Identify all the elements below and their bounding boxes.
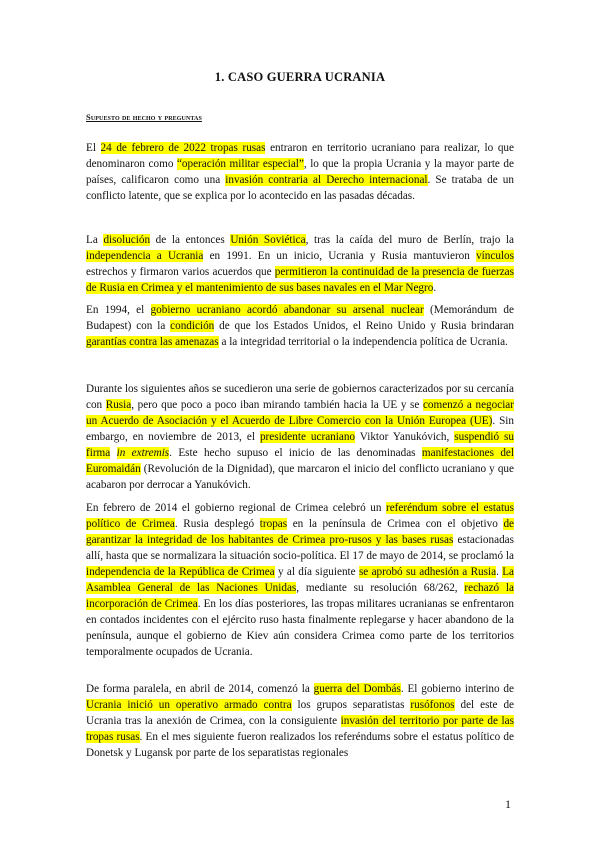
highlighted-text: presidente ucraniano bbox=[259, 431, 356, 443]
text-run: estrechos y firmaron varios acuerdos que bbox=[86, 266, 275, 278]
highlighted-text: rusófonos bbox=[410, 699, 455, 711]
highlighted-text: Ucrania inició un operativo armado contra bbox=[86, 699, 292, 711]
text-run: De forma paralela, en abril de 2014, comenzó la bbox=[86, 683, 314, 695]
text-run: entraron en territorio ucraniano para realizar, lo que denominaron como bbox=[86, 142, 514, 170]
highlighted-text: permitieron la continuidad de la presencia de fuerzas de Rusia en Crimea y el mantenimiento de sus bases navales en el Mar Negro bbox=[86, 266, 514, 294]
text-run: , mediante su resolución 68/262, bbox=[296, 582, 465, 594]
highlighted-text: referéndum sobre el estatus político de Crimea bbox=[86, 502, 514, 530]
highlighted-text: independencia a Ucrania bbox=[86, 250, 204, 262]
text-run: . bbox=[433, 282, 437, 294]
highlighted-text: independencia de la República de Crimea bbox=[86, 566, 275, 578]
highlighted-text: se aprobó su adhesión a Rusia bbox=[358, 566, 497, 578]
highlighted-text: tropas bbox=[259, 518, 288, 530]
text-run: (Memorándum de Budapest) con la bbox=[86, 304, 514, 332]
highlighted-text: rechazó la incorporación de Crimea bbox=[86, 582, 514, 610]
text-run bbox=[110, 447, 116, 459]
text-run: , tras la caída del muro de Berlín, trajo la bbox=[305, 234, 514, 246]
highlighted-text: “operación militar especial” bbox=[176, 158, 304, 170]
highlighted-text: suspendió su firma bbox=[86, 431, 514, 459]
paragraph-4 bbox=[86, 381, 514, 493]
highlighted-text: invasión del territorio por parte de las tropas rusas bbox=[86, 715, 514, 743]
highlighted-text: 24 de febrero de 2022 tropas rusas bbox=[100, 142, 266, 154]
text-run: . En el mes siguiente fueron realizados los referéndums sobre el estatus político de Donetsk y Lugansk por parte de los separatistas regionales bbox=[86, 731, 514, 759]
highlighted-text: La Asamblea General de las Naciones Unidas bbox=[86, 566, 514, 594]
text-run: . Este hecho supuso el inicio de las denominadas bbox=[169, 447, 422, 459]
text-run: Durante los siguientes años se sucedieron una serie de gobiernos caracterizados por su cercanía con bbox=[86, 383, 514, 411]
text-run: a la integridad territorial o la independencia política de Ucrania. bbox=[218, 336, 508, 348]
text-run: en la península de Crimea con el objetivo bbox=[287, 518, 504, 530]
section-subheading: Supuesto de hecho y preguntas bbox=[86, 112, 202, 122]
text-run: . bbox=[496, 566, 503, 578]
text-run: los grupos separatistas bbox=[291, 699, 411, 711]
highlighted-text: invasión contraria al Derecho internacional bbox=[225, 174, 428, 186]
text-run: En febrero de 2014 el gobierno regional de Crimea celebró un bbox=[86, 502, 386, 514]
paragraph-1 bbox=[86, 140, 514, 204]
text-run: La bbox=[86, 234, 104, 246]
page-number: 1 bbox=[505, 797, 511, 811]
text-run: (Revolución de la Dignidad), que marcaron el inicio del conflicto ucraniano y que acabaron por derrocar a Yanukóvich. bbox=[86, 463, 514, 491]
text-run: Viktor Yanukóvich, bbox=[355, 431, 455, 443]
text-run: , pero que poco a poco iban mirando también hacia la UE y se bbox=[131, 399, 423, 411]
text-run: de que los Estados Unidos, el Reino Unido y Rusia brindaran bbox=[214, 320, 514, 332]
paragraph-6 bbox=[86, 681, 514, 761]
text-run: de la entonces bbox=[150, 234, 231, 246]
highlighted-text: gobierno ucraniano acordó abandonar su arsenal nuclear bbox=[150, 304, 424, 316]
text-run: y al día siguiente bbox=[274, 566, 359, 578]
highlighted-text: manifestaciones del Euromaidán bbox=[86, 447, 515, 475]
highlighted-text: disolución bbox=[103, 234, 151, 246]
paragraph-5 bbox=[86, 500, 514, 660]
paragraph-3 bbox=[86, 302, 514, 350]
highlighted-text: in extremis bbox=[116, 447, 170, 459]
highlighted-text: guerra del Dombás bbox=[313, 683, 401, 695]
highlighted-text: vínculos bbox=[476, 250, 514, 262]
text-run: , lo que la propia Ucrania y la mayor parte de países, calificaron como una bbox=[86, 158, 514, 186]
highlighted-text: condición bbox=[170, 320, 215, 332]
highlighted-text: garantías contra las amenazas bbox=[86, 336, 219, 348]
paragraph-2 bbox=[86, 232, 514, 296]
text-run: . Rusia desplegó bbox=[174, 518, 260, 530]
highlighted-text: de garantizar la integridad de los habitantes de Crimea pro-rusos y las bases rusas bbox=[86, 518, 515, 546]
text-run: En 1994, el bbox=[86, 304, 151, 316]
highlighted-text: Unión Soviética bbox=[230, 234, 306, 246]
text-run: . En los días posteriores, las tropas militares ucranianas se enfrentaron en contados incidentes con el ejército ruso hasta finalmente replegarse y hacer abandono de la península, aunque el gobierno de Kiev aún considera Crimea como parte de los territorios temporalmente ocupados de Ucrania. bbox=[86, 598, 514, 658]
text-run: del este de Ucrania tras la anexión de Crimea, con la consiguiente bbox=[86, 699, 514, 727]
highlighted-text: comenzó a negociar un Acuerdo de Asociación y el Acuerdo de Libre Comercio con la Unión Europea (UE) bbox=[86, 399, 515, 427]
text-run: . Sin embargo, en noviembre de 2013, el bbox=[86, 415, 514, 443]
text-run: . El gobierno interino de bbox=[400, 683, 514, 695]
text-run: . Se trataba de un conflicto latente, que se explica por lo acontecido en las pasadas décadas. bbox=[86, 174, 514, 202]
page-title: 1. CASO GUERRA UCRANIA bbox=[214, 70, 386, 84]
text-run: estacionadas allí, hasta que se normalizara la situación socio-política. El 17 de mayo de 2014, se proclamó la bbox=[86, 534, 514, 562]
highlighted-text: Rusia bbox=[105, 399, 132, 411]
text-run: El bbox=[86, 142, 101, 154]
text-run: en 1991. En un inicio, Ucrania y Rusia mantuvieron bbox=[203, 250, 477, 262]
